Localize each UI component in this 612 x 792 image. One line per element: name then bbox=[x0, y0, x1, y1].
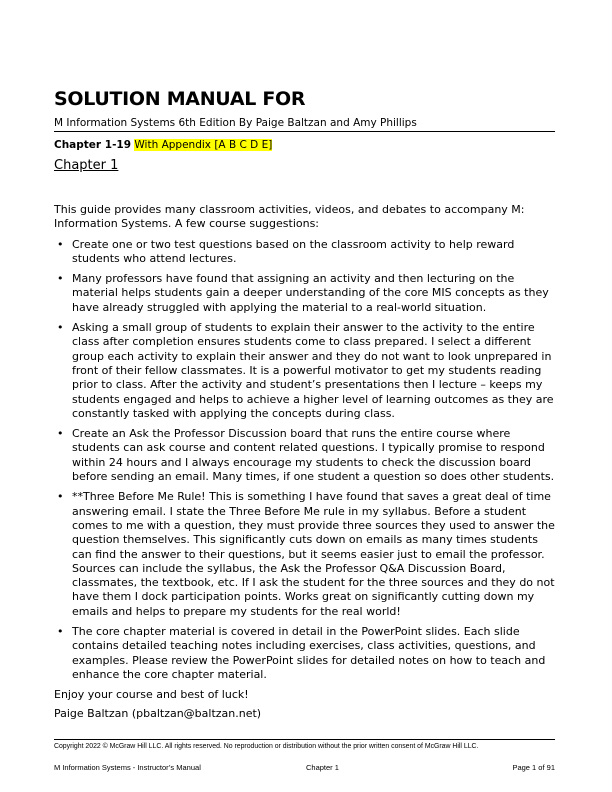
list-item bbox=[54, 625, 555, 682]
copyright-notice: Copyright 2022 © McGraw Hill LLC. All rights reserved. No reproduction or distribution without the prior written consent of McGraw Hill LLC. bbox=[54, 743, 479, 750]
list-item-text: Create an Ask the Professor Discussion board that runs the entire course where students can ask course and content related questions. I typically promise to respond within 24 hours and I always encourage my students to check the discussion board before sending an email. Many times, if one student a question so does other students. bbox=[72, 427, 555, 484]
bullet-icon: • bbox=[57, 427, 64, 441]
chapter-heading: Chapter 1 bbox=[54, 158, 119, 173]
chapter-range bbox=[54, 139, 272, 151]
footer-divider bbox=[54, 739, 555, 740]
document-page bbox=[54, 0, 555, 792]
intro-paragraph: This guide provides many classroom activities, videos, and debates to accompany M: Information Systems. A few course suggestions: bbox=[54, 203, 525, 231]
chapter-range-bold: Chapter 1-19 bbox=[54, 139, 132, 151]
bullet-icon: • bbox=[57, 490, 64, 504]
list-item bbox=[54, 321, 555, 421]
closing-line: Enjoy your course and best of luck! bbox=[54, 688, 249, 702]
bullet-icon: • bbox=[57, 272, 64, 286]
list-item-text: Many professors have found that assigning an activity and then lecturing on the material helps students gain a deeper understanding of the core MIS concepts as they have already struggled with applying the material to a real-world situation. bbox=[72, 272, 549, 314]
list-item bbox=[54, 490, 555, 619]
footer-manual-title: M Information Systems - Instructor’s Manual bbox=[54, 763, 201, 772]
list-item-text: The core chapter material is covered in detail in the PowerPoint slides. Each slide contains detailed teaching notes including exercises, class activities, questions, and examples. Please review the PowerPoint slides for detailed notes on how to teach and enhance the core chapter material. bbox=[72, 625, 546, 681]
list-item-text: Create one or two test questions based on the classroom activity to help reward students who attend lectures. bbox=[72, 237, 515, 265]
bullet-icon: • bbox=[57, 625, 64, 639]
document-subtitle: M Information Systems 6th Edition By Paige Baltzan and Amy Phillips bbox=[54, 117, 555, 132]
body-text bbox=[54, 203, 555, 725]
list-item bbox=[54, 427, 555, 484]
document-title: SOLUTION MANUAL FOR bbox=[54, 88, 306, 110]
suggestion-list bbox=[54, 238, 555, 683]
closing-block bbox=[54, 688, 555, 721]
list-item-text: Asking a small group of students to explain their answer to the activity to the entire class after completion ensures students come to class prepared. I select a different group each activity to explain their answer and they do not want to look unprepared in front of their fellow classmates. It is a powerful motivator to get my students reading prior to class. After the activity and student’s presentations then I lecture – keeps my students engaged and helps to achieve a higher level of learning outcomes as they are constantly tasked with applying the concepts during class. bbox=[72, 321, 554, 420]
bullet-icon: • bbox=[57, 321, 64, 335]
signature-line: Paige Baltzan (pbaltzan@baltzan.net) bbox=[54, 706, 262, 720]
bullet-icon: • bbox=[57, 237, 64, 251]
footer-page-number: Page 1 of 91 bbox=[512, 763, 555, 772]
list-item bbox=[54, 272, 555, 315]
footer-chapter: Chapter 1 bbox=[306, 763, 339, 772]
appendix-highlight: With Appendix [A B C D E] bbox=[134, 139, 273, 151]
list-item bbox=[54, 238, 555, 267]
list-item-text: **Three Before Me Rule! This is something I have found that saves a great deal of time answering email. I state the Three Before Me rule in my syllabus. Before a student comes to me with a question, they must provide three sources they used to answer the question themselves. This significantly cuts down on emails as many times students can find the answer to their questions, but it seems easier just to email the professor. Sources can include the syllabus, the Ask the Professor Q&A Discussion Board, classmates, the textbook, etc. If I ask the student for the three sources and they do not have them I dock participation points. Works great on significantly cutting down my emails and helps to prepare my students for the real world! bbox=[72, 490, 555, 618]
